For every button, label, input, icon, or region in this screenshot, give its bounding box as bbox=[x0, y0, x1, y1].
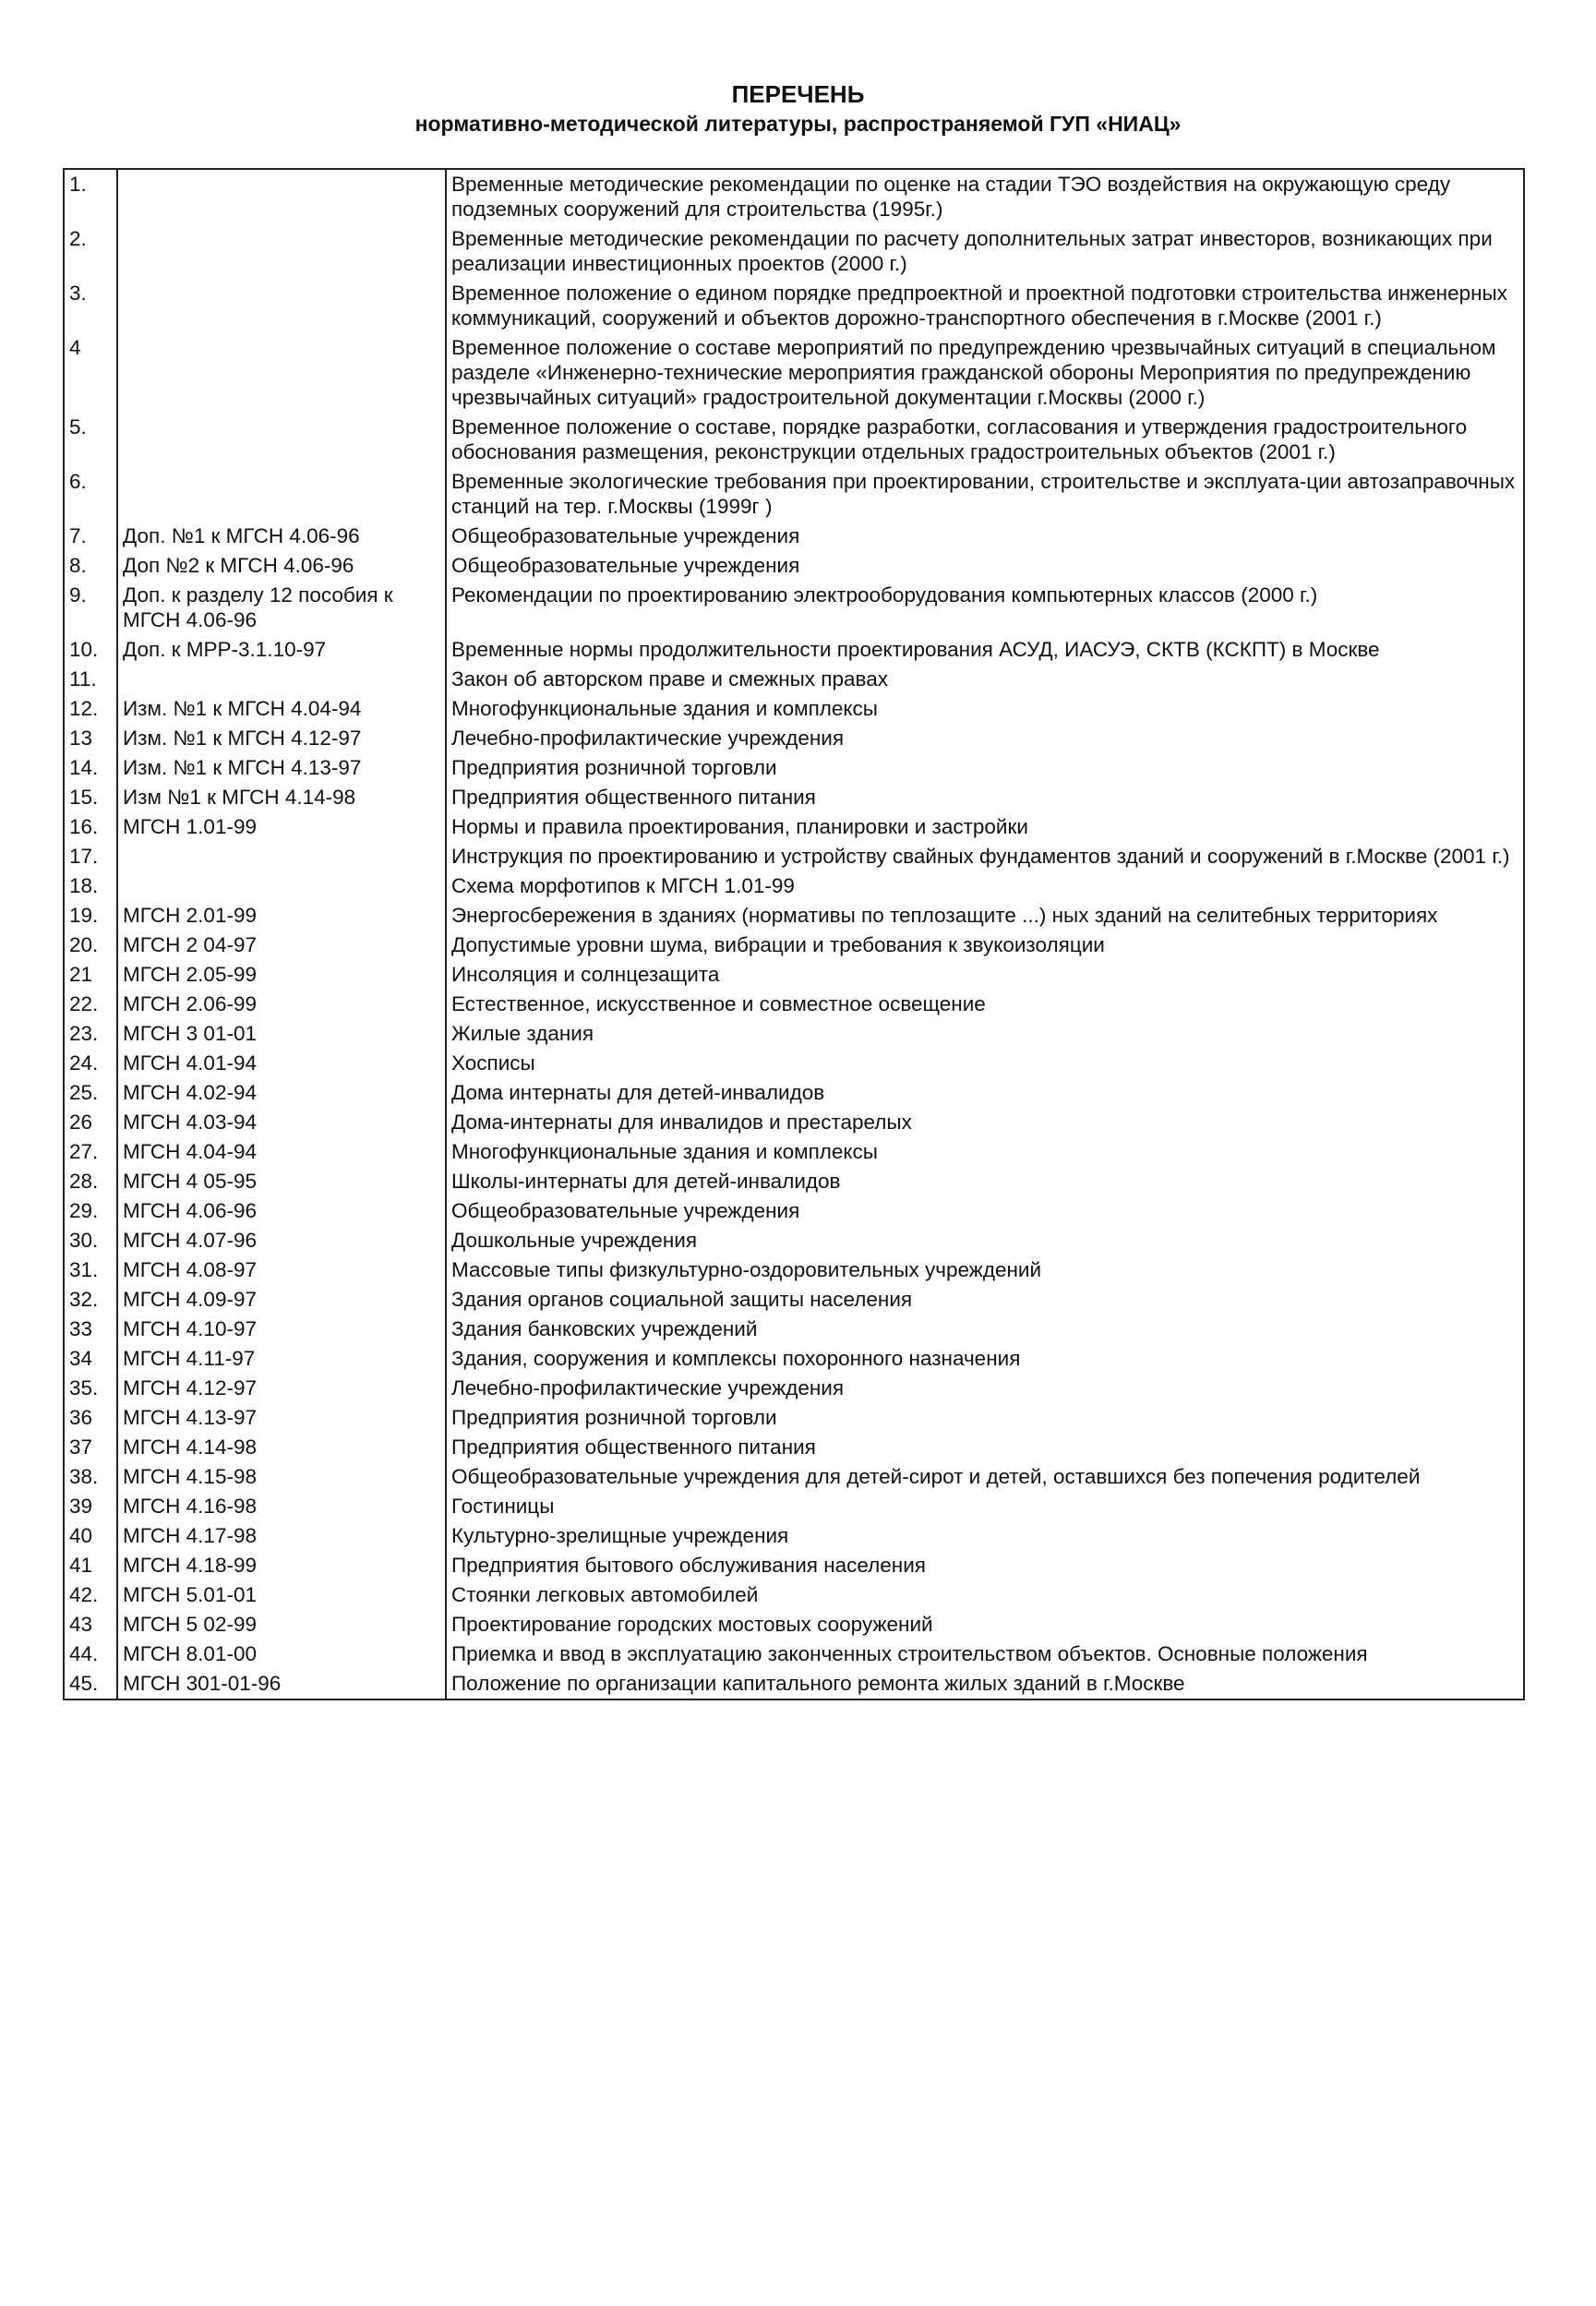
row-number: 15. bbox=[64, 783, 117, 812]
row-code: МГСН 4.09-97 bbox=[117, 1285, 446, 1315]
row-title: Энергосбережения в зданиях (нормативы по теплозащите ...) ных зданий на селитебных территориях bbox=[446, 901, 1524, 931]
row-title: Дошкольные учреждения bbox=[446, 1226, 1524, 1255]
table-row bbox=[64, 812, 1524, 842]
row-title: Лечебно-профилактические учреждения bbox=[446, 1374, 1524, 1403]
table-row bbox=[64, 581, 1524, 635]
table-row bbox=[64, 1521, 1524, 1551]
table-row bbox=[64, 279, 1524, 333]
row-number: 21 bbox=[64, 960, 117, 990]
row-number: 39 bbox=[64, 1492, 117, 1521]
literature-table-body bbox=[64, 169, 1524, 1699]
row-code: МГСН 2.05-99 bbox=[117, 960, 446, 990]
row-number: 36 bbox=[64, 1403, 117, 1433]
row-code: МГСН 3 01-01 bbox=[117, 1019, 446, 1049]
row-code: МГСН 5 02-99 bbox=[117, 1610, 446, 1639]
table-row bbox=[64, 551, 1524, 581]
row-number: 13 bbox=[64, 724, 117, 753]
row-title: Хосписы bbox=[446, 1049, 1524, 1078]
row-number: 16. bbox=[64, 812, 117, 842]
row-title: Временное положение о составе мероприятий по предупреждению чрезвычайных ситуаций в специальном разделе «Инженерно-технические мероприятия гражданской обороны Мероприятия по предупреждению чрезвычайных ситуаций» градостроительной документации г.Москвы (2000 г.) bbox=[446, 333, 1524, 413]
row-title: Жилые здания bbox=[446, 1019, 1524, 1049]
row-title: Многофункциональные здания и комплексы bbox=[446, 694, 1524, 724]
row-code: МГСН 5.01-01 bbox=[117, 1580, 446, 1610]
row-number: 34 bbox=[64, 1344, 117, 1374]
row-title: Временное положение о составе, порядке разработки, согласования и утверждения градостроительного обоснования размещения, реконструкции отдельных градостроительных объектов (2001 г.) bbox=[446, 413, 1524, 467]
row-code: МГСН 4.16-98 bbox=[117, 1492, 446, 1521]
row-title: Временные нормы продолжительности проектирования АСУД, ИАСУЭ, СКТВ (КСКПТ) в Москве bbox=[446, 635, 1524, 665]
row-code: МГСН 4.01-94 bbox=[117, 1049, 446, 1078]
row-title: Общеобразовательные учреждения bbox=[446, 1196, 1524, 1226]
row-title: Общеобразовательные учреждения для детей-сирот и детей, оставшихся без попечения родителей bbox=[446, 1462, 1524, 1492]
row-number: 45. bbox=[64, 1669, 117, 1699]
row-title: Временное положение о едином порядке предпроектной и проектной подготовки строительства инженерных коммуникаций, сооружений и объектов дорожно-транспортного обеспечения в г.Москве (2001 г.) bbox=[446, 279, 1524, 333]
row-title: Схема морфотипов к МГСН 1.01-99 bbox=[446, 871, 1524, 901]
table-row bbox=[64, 990, 1524, 1019]
row-code: МГСН 4.14-98 bbox=[117, 1433, 446, 1462]
row-title: Предприятия общественного питания bbox=[446, 1433, 1524, 1462]
row-code: МГСН 4.11-97 bbox=[117, 1344, 446, 1374]
table-row bbox=[64, 1108, 1524, 1137]
table-row bbox=[64, 871, 1524, 901]
row-code bbox=[117, 279, 446, 333]
row-number: 43 bbox=[64, 1610, 117, 1639]
row-code: Доп. №1 к МГСН 4.06-96 bbox=[117, 522, 446, 551]
literature-table bbox=[63, 168, 1525, 1700]
table-row bbox=[64, 1049, 1524, 1078]
row-number: 20. bbox=[64, 931, 117, 960]
row-number: 33 bbox=[64, 1315, 117, 1344]
row-code: Доп. к разделу 12 пособия к МГСН 4.06-96 bbox=[117, 581, 446, 635]
row-number: 23. bbox=[64, 1019, 117, 1049]
row-title: Здания, сооружения и комплексы похоронного назначения bbox=[446, 1344, 1524, 1374]
table-row bbox=[64, 842, 1524, 871]
row-code bbox=[117, 333, 446, 413]
row-number: 1. bbox=[64, 169, 117, 224]
row-number: 2. bbox=[64, 224, 117, 279]
row-title: Стоянки легковых автомобилей bbox=[446, 1580, 1524, 1610]
row-title: Лечебно-профилактические учреждения bbox=[446, 724, 1524, 753]
table-row bbox=[64, 1580, 1524, 1610]
row-code: МГСН 2 04-97 bbox=[117, 931, 446, 960]
row-number: 26 bbox=[64, 1108, 117, 1137]
row-title: Инсоляция и солнцезащита bbox=[446, 960, 1524, 990]
table-row bbox=[64, 783, 1524, 812]
row-number: 6. bbox=[64, 467, 117, 522]
table-row bbox=[64, 333, 1524, 413]
row-title: Естественное, искусственное и совместное освещение bbox=[446, 990, 1524, 1019]
row-title: Дома интернаты для детей-инвалидов bbox=[446, 1078, 1524, 1108]
row-code: Доп. к МРР-3.1.10-97 bbox=[117, 635, 446, 665]
row-title: Закон об авторском праве и смежных правах bbox=[446, 665, 1524, 694]
row-title: Предприятия общественного питания bbox=[446, 783, 1524, 812]
row-number: 41 bbox=[64, 1551, 117, 1580]
table-row bbox=[64, 1285, 1524, 1315]
row-number: 22. bbox=[64, 990, 117, 1019]
row-number: 44. bbox=[64, 1639, 117, 1669]
row-code: МГСН 301-01-96 bbox=[117, 1669, 446, 1699]
row-number: 17. bbox=[64, 842, 117, 871]
row-code bbox=[117, 665, 446, 694]
row-title: Приемка и ввод в эксплуатацию законченных строительством объектов. Основные положения bbox=[446, 1639, 1524, 1669]
table-row bbox=[64, 1551, 1524, 1580]
row-title: Массовые типы физкультурно-оздоровительных учреждений bbox=[446, 1255, 1524, 1285]
row-title: Многофункциональные здания и комплексы bbox=[446, 1137, 1524, 1167]
row-code bbox=[117, 224, 446, 279]
row-number: 4 bbox=[64, 333, 117, 413]
table-row bbox=[64, 753, 1524, 783]
row-code: МГСН 4.10-97 bbox=[117, 1315, 446, 1344]
row-code: МГСН 2.06-99 bbox=[117, 990, 446, 1019]
row-code: МГСН 4.02-94 bbox=[117, 1078, 446, 1108]
table-row bbox=[64, 1462, 1524, 1492]
row-code: МГСН 4.13-97 bbox=[117, 1403, 446, 1433]
row-number: 24. bbox=[64, 1049, 117, 1078]
row-number: 5. bbox=[64, 413, 117, 467]
row-code: Изм. №1 к МГСН 4.04-94 bbox=[117, 694, 446, 724]
row-code bbox=[117, 871, 446, 901]
row-title: Допустимые уровни шума, вибрации и требования к звукоизоляции bbox=[446, 931, 1524, 960]
row-code: МГСН 4.08-97 bbox=[117, 1255, 446, 1285]
table-row bbox=[64, 1255, 1524, 1285]
row-number: 30. bbox=[64, 1226, 117, 1255]
row-code bbox=[117, 413, 446, 467]
row-code: Изм. №1 к МГСН 4.13-97 bbox=[117, 753, 446, 783]
table-row bbox=[64, 694, 1524, 724]
row-title: Здания банковских учреждений bbox=[446, 1315, 1524, 1344]
row-number: 42. bbox=[64, 1580, 117, 1610]
row-code: Доп №2 к МГСН 4.06-96 bbox=[117, 551, 446, 581]
row-title: Здания органов социальной защиты населения bbox=[446, 1285, 1524, 1315]
row-title: Предприятия розничной торговли bbox=[446, 1403, 1524, 1433]
table-row bbox=[64, 1315, 1524, 1344]
row-title: Дома-интернаты для инвалидов и престарелых bbox=[446, 1108, 1524, 1137]
row-title: Предприятия бытового обслуживания населения bbox=[446, 1551, 1524, 1580]
row-number: 27. bbox=[64, 1137, 117, 1167]
row-title: Положение по организации капитального ремонта жилых зданий в г.Москве bbox=[446, 1669, 1524, 1699]
row-number: 12. bbox=[64, 694, 117, 724]
row-number: 9. bbox=[64, 581, 117, 635]
row-code: МГСН 8.01-00 bbox=[117, 1639, 446, 1669]
row-number: 11. bbox=[64, 665, 117, 694]
row-code bbox=[117, 842, 446, 871]
row-number: 14. bbox=[64, 753, 117, 783]
table-row bbox=[64, 1137, 1524, 1167]
row-number: 7. bbox=[64, 522, 117, 551]
row-number: 35. bbox=[64, 1374, 117, 1403]
document-title: ПЕРЕЧЕНЬ bbox=[731, 80, 865, 108]
row-number: 8. bbox=[64, 551, 117, 581]
row-number: 37 bbox=[64, 1433, 117, 1462]
table-row bbox=[64, 1019, 1524, 1049]
table-row bbox=[64, 1374, 1524, 1403]
table-row bbox=[64, 724, 1524, 753]
row-title: Рекомендации по проектированию электрооборудования компьютерных классов (2000 г.) bbox=[446, 581, 1524, 635]
row-code: МГСН 4 05-95 bbox=[117, 1167, 446, 1196]
row-number: 28. bbox=[64, 1167, 117, 1196]
row-code bbox=[117, 169, 446, 224]
table-row bbox=[64, 1403, 1524, 1433]
table-row bbox=[64, 169, 1524, 224]
table-row bbox=[64, 467, 1524, 522]
table-row bbox=[64, 1669, 1524, 1699]
table-row bbox=[64, 1610, 1524, 1639]
row-code bbox=[117, 467, 446, 522]
row-code: МГСН 4.17-98 bbox=[117, 1521, 446, 1551]
row-title: Проектирование городских мостовых сооружений bbox=[446, 1610, 1524, 1639]
row-title: Школы-интернаты для детей-инвалидов bbox=[446, 1167, 1524, 1196]
row-code: МГСН 4.18-99 bbox=[117, 1551, 446, 1580]
table-row bbox=[64, 1492, 1524, 1521]
row-code: МГСН 4.07-96 bbox=[117, 1226, 446, 1255]
row-code: МГСН 4.12-97 bbox=[117, 1374, 446, 1403]
table-row bbox=[64, 1226, 1524, 1255]
table-row bbox=[64, 931, 1524, 960]
table-row bbox=[64, 1344, 1524, 1374]
row-title: Культурно-зрелищные учреждения bbox=[446, 1521, 1524, 1551]
row-number: 10. bbox=[64, 635, 117, 665]
table-row bbox=[64, 635, 1524, 665]
table-row bbox=[64, 1078, 1524, 1108]
row-code: МГСН 2.01-99 bbox=[117, 901, 446, 931]
table-row bbox=[64, 1433, 1524, 1462]
row-code: МГСН 4.15-98 bbox=[117, 1462, 446, 1492]
table-row bbox=[64, 901, 1524, 931]
row-code: МГСН 4.04-94 bbox=[117, 1137, 446, 1167]
row-title: Временные методические рекомендации по оценке на стадии ТЭО воздействия на окружающую среду подземных сооружений для строительства (1995г.) bbox=[446, 169, 1524, 224]
row-title: Предприятия розничной торговли bbox=[446, 753, 1524, 783]
document-header bbox=[0, 79, 1596, 138]
row-number: 25. bbox=[64, 1078, 117, 1108]
row-title: Гостиницы bbox=[446, 1492, 1524, 1521]
row-code: Изм №1 к МГСН 4.14-98 bbox=[117, 783, 446, 812]
row-title: Общеобразовательные учреждения bbox=[446, 522, 1524, 551]
row-number: 31. bbox=[64, 1255, 117, 1285]
row-code: МГСН 1.01-99 bbox=[117, 812, 446, 842]
row-number: 3. bbox=[64, 279, 117, 333]
row-code: МГСН 4.03-94 bbox=[117, 1108, 446, 1137]
row-code: Изм. №1 к МГСН 4.12-97 bbox=[117, 724, 446, 753]
row-number: 29. bbox=[64, 1196, 117, 1226]
table-row bbox=[64, 224, 1524, 279]
row-title: Нормы и правила проектирования, планировки и застройки bbox=[446, 812, 1524, 842]
table-row bbox=[64, 1167, 1524, 1196]
table-row bbox=[64, 522, 1524, 551]
table-row bbox=[64, 413, 1524, 467]
row-title: Общеобразовательные учреждения bbox=[446, 551, 1524, 581]
row-number: 19. bbox=[64, 901, 117, 931]
row-number: 18. bbox=[64, 871, 117, 901]
row-number: 40 bbox=[64, 1521, 117, 1551]
row-title: Временные экологические требования при проектировании, строительстве и эксплуата-ции автозаправочных станций на тер. г.Москвы (1999г ) bbox=[446, 467, 1524, 522]
row-number: 38. bbox=[64, 1462, 117, 1492]
row-number: 32. bbox=[64, 1285, 117, 1315]
row-code: МГСН 4.06-96 bbox=[117, 1196, 446, 1226]
table-row bbox=[64, 1639, 1524, 1669]
row-title: Временные методические рекомендации по расчету дополнительных затрат инвесторов, возникающих при реализации инвестиционных проектов (2000 г.) bbox=[446, 224, 1524, 279]
table-row bbox=[64, 1196, 1524, 1226]
table-row bbox=[64, 665, 1524, 694]
table-row bbox=[64, 960, 1524, 990]
document-subtitle: нормативно-методической литературы, распространяемой ГУП «НИАЦ» bbox=[414, 112, 1182, 136]
row-title: Инструкция по проектированию и устройству свайных фундаментов зданий и сооружений в г.Москве (2001 г.) bbox=[446, 842, 1524, 871]
